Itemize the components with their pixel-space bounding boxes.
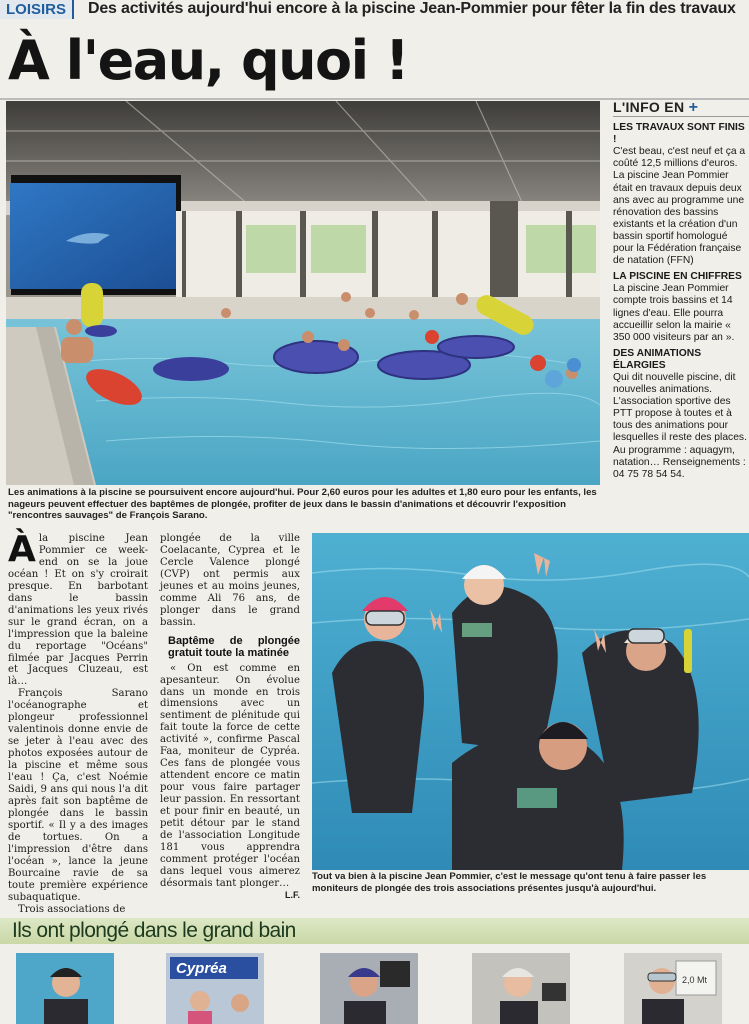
gallery-thumbnail [166,953,264,1024]
photo-caption-main: Les animations à la piscine se poursuivent encore aujourd'hui. Pour 2,60 euros pour les adultes et 1,80 euro pour les enfants, les nageurs peuvent effectuer des baptêmes de plongée, profiter de jeux dans le bassin d'animations et découvrir l'exposition "rencontres sauvages" de François Sarano. [8,487,597,521]
plus-icon: + [688,99,699,116]
author-initials: L.F. [285,889,300,900]
gallery-thumbnail [472,953,570,1024]
gallery-banner-title: Ils ont plongé dans le grand bain [12,919,296,942]
gallery-thumbnail [16,953,114,1024]
sidebar-heading-text: L'INFO EN [613,99,685,115]
article-paragraph: François Sarano l'océanographe et plongeur professionnel valentinois donne envie de se jeter à l'eau avec des photos exposées autour de la piscine et même sous l'eau ! Ça, c'est Noémie Saidi, 9 ans qui nous l'a dit après fait son baptême de plongée dans le bassin sportif. « Il y a des images de tortues. On a l'impression d'être dans l'océan », lance la jeune Bourcaine ravie de sa toute première expérience subaquatique. [8,688,148,903]
pool-photo-illustration [6,101,600,485]
thumbnail-image [166,953,264,1024]
thumbnail-image [624,953,722,1024]
rubric-subtitle: Des activités aujourd'hui encore à la piscine Jean-Pommier pour fêter la fin des travaux [88,0,736,17]
divers-photo-illustration [312,533,749,870]
headline: À l'eau, quoi ! [8,29,409,92]
thumbnail-image [320,953,418,1024]
section-tag: LOISIRS [0,0,74,19]
article-column-2 [160,533,300,902]
sidebar-section-text: C'est beau, c'est neuf et ça a coûté 12,5 millions d'euros. La piscine Jean Pommier était en travaux depuis deux ans avec au programme une rénovation des bassins existants et la création d'un bassin sportif homologué pour la Fédération française de natation (FFN) [613,146,746,267]
article-paragraph: la piscine Jean Pommier ce week-end on se la joue océan ! Et on s'y croirait presque. En barbotant dans le bassin d'animations les yeux rivés sur le grand écran, on a l'impression que la baleine du reportage "Océans" filmée par Jacques Perrin et Jacques Cluzeau, est là… [8,533,148,688]
pool-photo [6,101,600,485]
section-rubric [0,0,749,20]
gallery-thumbnail [624,953,722,1024]
article-paragraph: Trois associations de [18,903,126,915]
article-column-1 [8,529,148,916]
article-paragraph: « On est comme en apesanteur. On évolue dans un monde en trois dimensions avec un sentiment de plénitude qui fait toute la force de cette activité », confirme Pascal Faa, moniteur de Cypréa. Ces fans de plongée vous attendent encore ce matin pour vous faire partager leur passion. En ressortant et pour finir en beauté, un petit détour par le stand de l'association Longitude 181 vous apprendra comment protéger l'océan dans lequel vous aimerez désormais tant plonger… [160,662,300,889]
thumbnail-logo-text: Cypréa [176,960,227,977]
gallery-thumbnail [320,953,418,1024]
article-subhead: Baptême de plongée gratuit toute la matinée [168,634,300,659]
info-sidebar [613,101,749,485]
sidebar-section-title: LA PISCINE EN CHIFFRES [613,271,742,283]
article-paragraph: plongée de la ville Coelacante, Cyprea et le Cercle Valence plongé (CVP) ont permis aux jeunes et au moins jeunes, comme Ali 76 ans, de plonger dans le grand bassin. [160,533,300,628]
thumbnail-image [16,953,114,1024]
thumbnail-sign-text: 2,0 Mt [682,975,708,985]
sidebar-heading [613,101,749,117]
drop-cap: À [8,529,36,570]
sidebar-section-title: LES TRAVAUX SONT FINIS ! [613,122,745,146]
photo-caption-divers: Tout va bien à la piscine Jean Pommier, c'est le message qu'ont tenu à faire passer les moniteurs de plongée des trois associations présentes jusqu'à aujourd'hui. [312,871,707,894]
sidebar-section-text: Qui dit nouvelle piscine, dit nouvelles animations. L'association sportive des PTT propose à toutes et à tous des animations pour lesquelles il reste des places. Au programme : aquagym, natation… Renseignements : 04 75 78 54 54. [613,371,747,480]
sidebar-section-text: La piscine Jean Pommier compte trois bassins et 14 lignes d'eau. Elle pourra accueillir selon la mairie « 350 000 visiteurs par an ». [613,283,735,343]
sidebar-section-title: DES ANIMATIONS ÉLARGIES [613,347,702,371]
divers-photo [312,533,749,870]
thumbnail-image [472,953,570,1024]
